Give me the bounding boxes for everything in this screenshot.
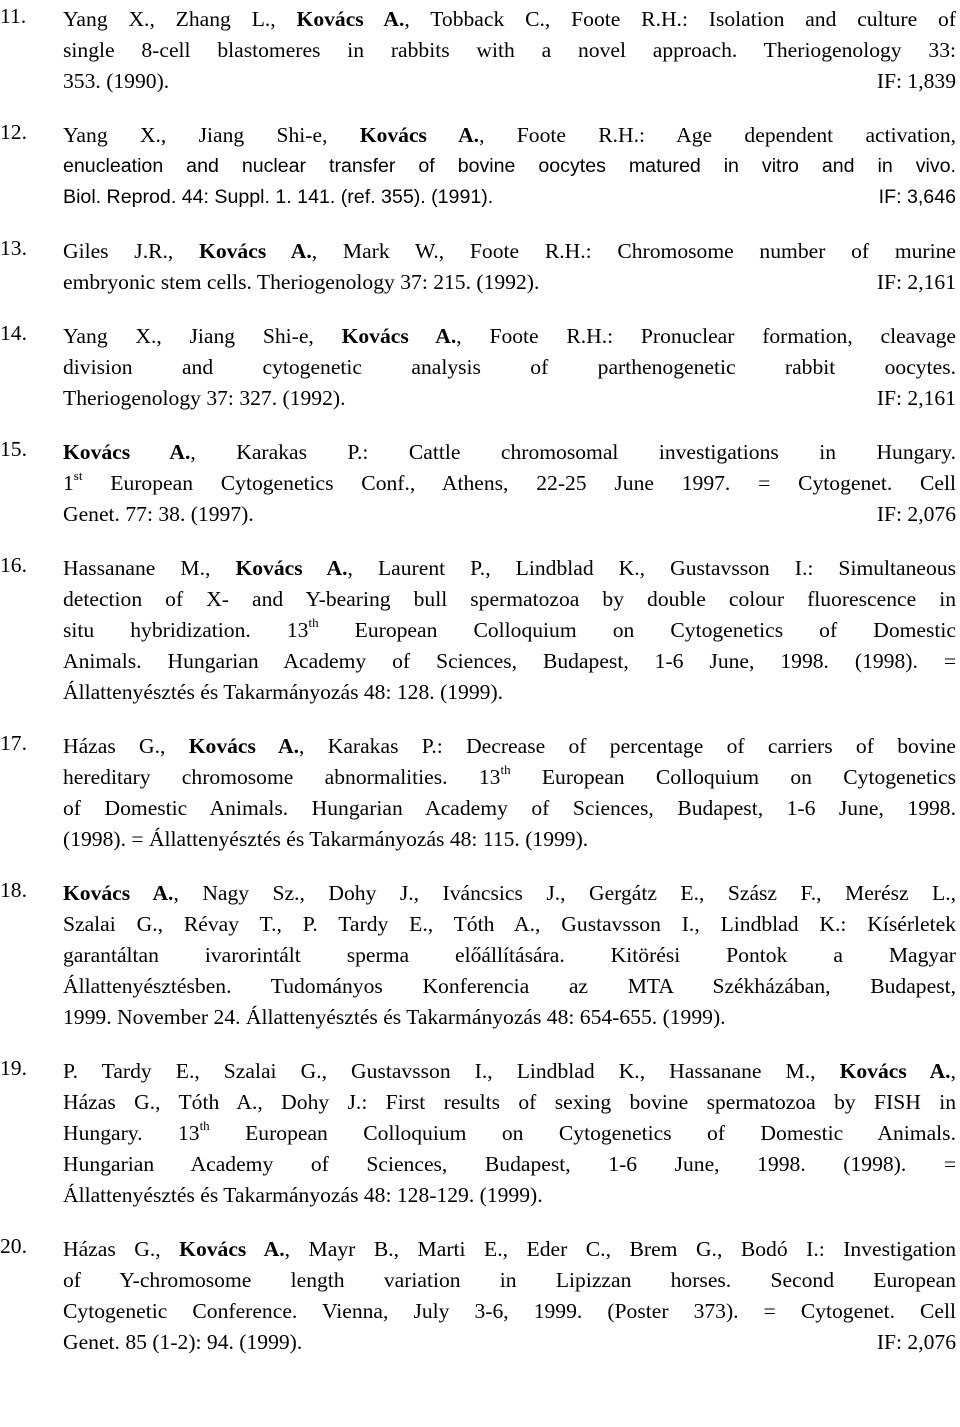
text-run: Genet. 85 (1-2): 94. (1999). — [63, 1330, 303, 1354]
author-highlight: Kovács A. — [199, 239, 312, 263]
citation-line-with-impact-factor — [63, 499, 956, 530]
impact-factor — [877, 267, 956, 298]
text-run: Yang X., Jiang Shi-e, — [63, 324, 342, 348]
reference-item — [0, 731, 960, 855]
reference-line — [63, 437, 956, 468]
author-highlight: Kovács A. — [839, 1059, 951, 1083]
text-run: Hassanane M., — [63, 556, 236, 580]
text-run: Házas G., Tóth A., Dohy J.: First results of sexing bovine spermatozoa by FISH in — [63, 1090, 956, 1114]
text-run: , Foote R.H.: Pronuclear formation, cleavage — [456, 324, 957, 348]
text-run: Yang X., Jiang Shi-e, — [63, 123, 360, 147]
reference-line — [63, 236, 956, 267]
text-run: division and cytogenetic analysis of parthenogenetic rabbit oocytes. — [63, 355, 956, 379]
reference-line — [63, 151, 956, 182]
impact-factor — [877, 1327, 956, 1358]
impact-factor — [877, 66, 956, 97]
citation-line-with-impact-factor — [63, 1327, 956, 1358]
reference-line — [63, 731, 956, 762]
text-run: IF: 2,076 — [876, 1330, 956, 1354]
text-run: Állattenyésztésben. Tudományos Konferencia az MTA Székházában, Budapest, — [63, 974, 956, 998]
reference-line — [63, 793, 956, 824]
reference-line — [63, 553, 956, 584]
reference-line — [63, 615, 956, 646]
reference-item — [0, 1234, 960, 1358]
reference-line — [63, 824, 956, 855]
citation-line-with-impact-factor — [63, 66, 956, 97]
text-run: IF: 2,076 — [876, 502, 956, 526]
reference-line — [63, 909, 956, 940]
ordinal-suffix: th — [199, 1117, 210, 1133]
reference-line — [63, 468, 956, 499]
author-highlight: Kovács A. — [188, 734, 300, 758]
reference-item — [0, 236, 960, 298]
text-run: hereditary chromosome abnormalities. 13 — [63, 765, 501, 789]
text-run: 1 — [63, 471, 74, 495]
text-run: Hungary. 13 — [63, 1121, 200, 1145]
text-run: , Tobback C., Foote R.H.: Isolation and culture of — [404, 7, 957, 31]
text-run: P. Tardy E., Szalai G., Gustavsson I., Lindblad K., Hassanane M., — [63, 1059, 840, 1083]
reference-line — [63, 35, 956, 66]
impact-factor — [877, 499, 956, 530]
reference-line — [63, 940, 956, 971]
text-run: Cytogenetic Conference. Vienna, July 3-6, 1999. (Poster 373). = Cytogenet. Cell — [63, 1299, 956, 1323]
text-run: 1999. November 24. Állattenyésztés és Takarmányozás 48: 654-655. (1999). — [63, 1005, 726, 1029]
reference-number: 14. — [0, 321, 27, 345]
reference-line — [63, 971, 956, 1002]
author-highlight: Kovács A. — [296, 7, 405, 31]
citation-source — [63, 66, 169, 97]
text-run: Házas G., — [63, 734, 189, 758]
reference-number: 20. — [0, 1234, 27, 1258]
text-run: European Colloquium on Cytogenetics of Domestic — [318, 618, 956, 642]
text-run: European Cytogenetics Conf., Athens, 22-25 June 1997. = Cytogenet. Cell — [82, 471, 956, 495]
text-run: Állattenyésztés és Takarmányozás 48: 128. (1999). — [63, 680, 504, 704]
text-run: IF: 1,839 — [876, 69, 956, 93]
reference-text — [63, 1234, 956, 1358]
reference-line — [63, 1002, 956, 1033]
reference-line — [63, 352, 956, 383]
text-run: (1998). = Állattenyésztés és Takarmányozás 48: 115. (1999). — [63, 827, 589, 851]
citation-line-with-impact-factor — [63, 267, 956, 298]
reference-line — [63, 1180, 956, 1211]
text-run: , Mayr B., Marti E., Eder C., Brem G., Bodó I.: Investigation — [284, 1237, 956, 1261]
text-run: , Mark W., Foote R.H.: Chromosome number of murine — [311, 239, 956, 263]
reference-line — [63, 4, 956, 35]
text-run: of Y-chromosome length variation in Lipizzan horses. Second European — [63, 1268, 956, 1292]
reference-line — [63, 1265, 956, 1296]
text-run: enucleation and nuclear transfer of bovine oocytes matured in vitro and in vivo. — [63, 155, 956, 177]
text-run: Biol. Reprod. 44: Suppl. 1. 141. (ref. 355). (1991). — [63, 186, 494, 208]
reference-line — [63, 646, 956, 677]
reference-text — [63, 120, 956, 213]
reference-line — [63, 1149, 956, 1180]
text-run: European Colloquium on Cytogenetics — [510, 765, 956, 789]
reference-line — [63, 321, 956, 352]
text-run: embryonic stem cells. Theriogenology 37: 215. (1992). — [63, 270, 540, 294]
text-run: , Karakas P.: Cattle chromosomal investigations in Hungary. — [190, 440, 957, 464]
reference-line — [63, 1087, 956, 1118]
text-run: Hungarian Academy of Sciences, Budapest, 1-6 June, 1998. (1998). = — [63, 1152, 956, 1176]
reference-item — [0, 553, 960, 708]
text-run: Yang X., Zhang L., — [63, 7, 297, 31]
reference-text — [63, 1056, 956, 1211]
reference-line — [63, 1118, 956, 1149]
text-run: Theriogenology 37: 327. (1992). — [63, 386, 346, 410]
reference-number: 16. — [0, 553, 27, 577]
text-run: European Colloquium on Cytogenetics of Domestic Animals. — [209, 1121, 956, 1145]
ordinal-suffix: th — [500, 761, 511, 777]
reference-item — [0, 321, 960, 414]
citation-source — [63, 499, 254, 530]
text-run: Házas G., — [63, 1237, 180, 1261]
impact-factor — [877, 383, 956, 414]
impact-factor — [879, 182, 956, 213]
reference-number: 12. — [0, 120, 27, 144]
text-run: , Nagy Sz., Dohy J., Iváncsics J., Gergátz E., Szász F., Merész L., — [173, 881, 957, 905]
text-run: garantáltan ivarorintált sperma előállítására. Kitörési Pontok a Magyar — [63, 943, 956, 967]
reference-item — [0, 878, 960, 1033]
author-highlight: Kovács A. — [179, 1237, 285, 1261]
reference-number: 17. — [0, 731, 27, 755]
citation-line-with-impact-factor — [63, 383, 956, 414]
reference-line — [63, 1234, 956, 1265]
author-highlight: Kovács A. — [63, 881, 174, 905]
citation-source — [63, 1327, 302, 1358]
reference-list — [0, 4, 960, 1381]
ordinal-suffix: st — [73, 467, 83, 483]
text-run: single 8-cell blastomeres in rabbits with a novel approach. Theriogenology 33: — [63, 38, 956, 62]
reference-line — [63, 677, 956, 708]
reference-text — [63, 437, 956, 530]
text-run: situ hybridization. 13 — [63, 618, 309, 642]
reference-text — [63, 4, 956, 97]
reference-number: 19. — [0, 1056, 27, 1080]
text-run: Giles J.R., — [63, 239, 200, 263]
reference-item — [0, 1056, 960, 1211]
citation-source — [63, 383, 345, 414]
author-highlight: Kovács A. — [63, 440, 191, 464]
ordinal-suffix: th — [308, 614, 319, 630]
reference-line — [63, 120, 956, 151]
reference-text — [63, 878, 956, 1033]
reference-number: 13. — [0, 236, 27, 260]
reference-item — [0, 120, 960, 213]
text-run: IF: 3,646 — [878, 186, 956, 208]
reference-text — [63, 321, 956, 414]
text-run: , Foote R.H.: Age dependent activation, — [479, 123, 957, 147]
text-run: , Laurent P., Lindblad K., Gustavsson I.: Simultaneous — [347, 556, 956, 580]
text-run: , Karakas P.: Decrease of percentage of carriers of bovine — [299, 734, 956, 758]
text-run: IF: 2,161 — [876, 270, 956, 294]
reference-text — [63, 553, 956, 708]
text-run: of Domestic Animals. Hungarian Academy of Sciences, Budapest, 1-6 June, 1998. — [63, 796, 956, 820]
reference-line — [63, 762, 956, 793]
text-run: Animals. Hungarian Academy of Sciences, Budapest, 1-6 June, 1998. (1998). = — [63, 649, 956, 673]
reference-number: 15. — [0, 437, 27, 461]
text-run: Állattenyésztés és Takarmányozás 48: 128-129. (1999). — [63, 1183, 543, 1207]
citation-source — [63, 182, 493, 213]
reference-line — [63, 1296, 956, 1327]
reference-line — [63, 1056, 956, 1087]
author-highlight: Kovács A. — [235, 556, 348, 580]
text-run: IF: 2,161 — [876, 386, 956, 410]
reference-text — [63, 236, 956, 298]
text-run: Genet. 77: 38. (1997). — [63, 502, 254, 526]
text-run: 353. (1990). — [63, 69, 170, 93]
reference-number: 18. — [0, 878, 27, 902]
text-run: Szalai G., Révay T., P. Tardy E., Tóth A., Gustavsson I., Lindblad K.: Kísérletek — [63, 912, 956, 936]
reference-line — [63, 878, 956, 909]
citation-line-with-impact-factor — [63, 182, 956, 213]
citation-source — [63, 267, 539, 298]
reference-text — [63, 731, 956, 855]
text-run: detection of X- and Y-bearing bull spermatozoa by double colour fluorescence in — [63, 587, 956, 611]
author-highlight: Kovács A. — [359, 123, 480, 147]
reference-item — [0, 437, 960, 530]
reference-number: 11. — [0, 4, 27, 28]
text-run: , — [950, 1059, 956, 1083]
reference-item — [0, 4, 960, 97]
reference-line — [63, 584, 956, 615]
author-highlight: Kovács A. — [341, 324, 457, 348]
